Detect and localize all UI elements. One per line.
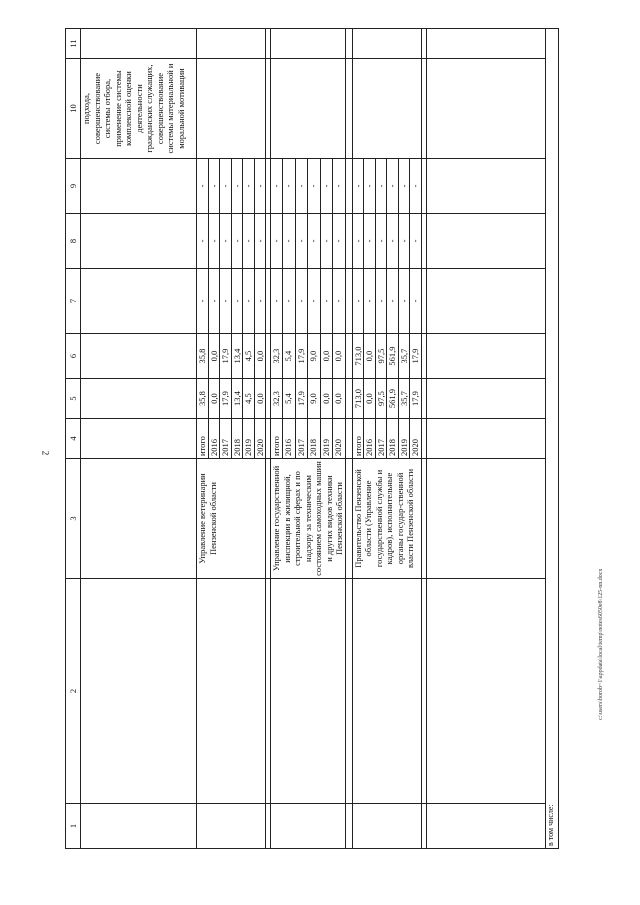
cell-c8: - (208, 214, 220, 269)
cell-c5: 17,9 (220, 379, 232, 419)
bottom-cell-7 (426, 269, 545, 334)
cell-c8: - (398, 214, 410, 269)
cell-c6: 0,0 (333, 334, 345, 379)
cell-year: 2019 (320, 419, 332, 459)
spacer-cell (345, 379, 352, 419)
bottom-cell-1 (426, 804, 545, 849)
cell-c7: - (271, 269, 283, 334)
spacer-cell (345, 459, 352, 579)
cell-c8: - (220, 214, 232, 269)
cell-year: 2016 (208, 419, 220, 459)
organization-name: Управление государственной инспекции в жилищной, строительной сферах и по надзору за техническим состоянием самоходных машин и других видов техники Пензенской области (271, 459, 346, 579)
cell-c8: - (271, 214, 283, 269)
intro-cell-3 (81, 459, 197, 579)
column-header-8: 8 (66, 214, 81, 269)
spacer-cell (345, 159, 352, 214)
cell-c8: - (410, 214, 422, 269)
cell-c8: - (243, 214, 255, 269)
cell-c6: 0,0 (208, 334, 220, 379)
cell-col10 (352, 59, 421, 159)
cell-c7: - (254, 269, 266, 334)
cell-c6: 9,0 (308, 334, 320, 379)
cell-c5: 32,3 (271, 379, 283, 419)
cell-c9: - (320, 159, 332, 214)
cell-c8: - (333, 214, 345, 269)
bottom-cell-2 (426, 579, 545, 804)
cell-c6: 5,4 (283, 334, 295, 379)
cell-c7: - (197, 269, 209, 334)
spacer-cell (345, 214, 352, 269)
column-header-1: 1 (66, 804, 81, 849)
cell-c6: 32,3 (271, 334, 283, 379)
cell-c7: - (333, 269, 345, 334)
cell-c7: - (295, 269, 307, 334)
program-table (65, 28, 559, 849)
column-header-9: 9 (66, 159, 81, 214)
cell-c6: 17,9 (220, 334, 232, 379)
cell-c6: 0,0 (254, 334, 266, 379)
cell-col1 (197, 804, 266, 849)
cell-year: итого (197, 419, 209, 459)
cell-year: 2020 (410, 419, 422, 459)
cell-c7: - (320, 269, 332, 334)
cell-c6: 13,4 (231, 334, 243, 379)
cell-c5: 97,5 (375, 379, 387, 419)
cell-c7: - (220, 269, 232, 334)
cell-c9: - (231, 159, 243, 214)
cell-year: 2020 (254, 419, 266, 459)
cell-c6: 0,0 (364, 334, 376, 379)
cell-col2 (271, 579, 346, 804)
in-total-label: в том числе: (545, 29, 558, 849)
cell-c6: 4,5 (243, 334, 255, 379)
cell-c6: 17,9 (410, 334, 422, 379)
cell-c7: - (410, 269, 422, 334)
column-header-11: 11 (66, 29, 81, 59)
cell-c5: 13,4 (231, 379, 243, 419)
intro-cell-8 (81, 214, 197, 269)
cell-c7: - (283, 269, 295, 334)
cell-year: итого (352, 419, 364, 459)
intro-cell-1 (81, 804, 197, 849)
cell-c5: 4,5 (243, 379, 255, 419)
cell-c5: 0,0 (208, 379, 220, 419)
cell-c6: 0,0 (320, 334, 332, 379)
cell-c7: - (375, 269, 387, 334)
cell-year: 2017 (375, 419, 387, 459)
cell-c5: 17,9 (295, 379, 307, 419)
cell-c8: - (254, 214, 266, 269)
cell-c5: 0,0 (254, 379, 266, 419)
cell-year: 2017 (220, 419, 232, 459)
cell-col1 (271, 804, 346, 849)
cell-c6: 97,5 (375, 334, 387, 379)
cell-c9: - (375, 159, 387, 214)
cell-c9: - (398, 159, 410, 214)
cell-c7: - (208, 269, 220, 334)
rotated-table-sheet (65, 29, 560, 849)
in-total-row (545, 29, 558, 849)
cell-c8: - (231, 214, 243, 269)
bottom-cell-6 (426, 334, 545, 379)
cell-c5: 0,0 (364, 379, 376, 419)
spacer-row (345, 29, 352, 849)
organization-name: Правительство Пензенской области (Управление государственной службы и кадров), исполнительные органы государ-ственной власти Пензенской области (352, 459, 421, 579)
footer-file-path: c:\users\borob~1\appdata\local\temp\notes6050e8\125-nn.docx (598, 568, 604, 720)
cell-c7: - (398, 269, 410, 334)
cell-c9: - (283, 159, 295, 214)
cell-col11 (197, 29, 266, 59)
column-header-5: 5 (66, 379, 81, 419)
column-header-7: 7 (66, 269, 81, 334)
cell-c8: - (364, 214, 376, 269)
cell-c8: - (308, 214, 320, 269)
cell-c5: 713,0 (352, 379, 364, 419)
bottom-cell-11 (426, 29, 545, 59)
cell-col11 (271, 29, 346, 59)
cell-c9: - (220, 159, 232, 214)
bottom-cell-9 (426, 159, 545, 214)
cell-year: 2018 (308, 419, 320, 459)
cell-c9: - (208, 159, 220, 214)
cell-c5: 0,0 (320, 379, 332, 419)
cell-c8: - (283, 214, 295, 269)
column-header-3: 3 (66, 459, 81, 579)
table-row (352, 29, 364, 849)
spacer-cell (345, 29, 352, 59)
organization-name: Управление ветеринарии Пензенской области (197, 459, 266, 579)
bottom-cell-8 (426, 214, 545, 269)
table-row (271, 29, 283, 849)
bottom-cell-10 (426, 59, 545, 159)
spacer-cell (345, 804, 352, 849)
cell-col10 (271, 59, 346, 159)
cell-year: 2019 (398, 419, 410, 459)
intro-row (81, 29, 197, 849)
cell-c9: - (295, 159, 307, 214)
cell-col11 (352, 29, 421, 59)
cell-c8: - (352, 214, 364, 269)
cell-c6: 561,9 (387, 334, 399, 379)
cell-year: 2018 (231, 419, 243, 459)
cell-year: 2020 (333, 419, 345, 459)
bottom-row (426, 29, 545, 849)
bottom-cell-5 (426, 379, 545, 419)
cell-year: 2016 (283, 419, 295, 459)
cell-c9: - (410, 159, 422, 214)
cell-col2 (352, 579, 421, 804)
cell-c5: 35,8 (197, 379, 209, 419)
cell-c9: - (243, 159, 255, 214)
table-row (197, 29, 209, 849)
cell-c5: 561,9 (387, 379, 399, 419)
column-header-4: 4 (66, 419, 81, 459)
spacer-cell (345, 419, 352, 459)
cell-col2 (197, 579, 266, 804)
cell-c8: - (320, 214, 332, 269)
cell-c9: - (197, 159, 209, 214)
cell-c9: - (333, 159, 345, 214)
cell-c9: - (308, 159, 320, 214)
cell-c7: - (364, 269, 376, 334)
spacer-cell (345, 579, 352, 804)
intro-cell-11 (81, 29, 197, 59)
cell-c6: 35,7 (398, 334, 410, 379)
page-number: 2 (40, 450, 51, 456)
cell-c7: - (308, 269, 320, 334)
column-header-10: 10 (66, 59, 81, 159)
cell-c7: - (352, 269, 364, 334)
cell-c5: 9,0 (308, 379, 320, 419)
intro-cell-6 (81, 334, 197, 379)
column-header-2: 2 (66, 579, 81, 804)
intro-cell-7 (81, 269, 197, 334)
spacer-cell (345, 334, 352, 379)
cell-c5: 5,4 (283, 379, 295, 419)
intro-cell-10: подхода, совершенствование системы отбора, применение системы комплексной оценки деятельности гражданских служащих, совершенствование системы материальной и моральной мотивации (81, 59, 197, 159)
cell-c9: - (364, 159, 376, 214)
cell-c9: - (387, 159, 399, 214)
column-number-row (66, 29, 81, 849)
cell-year: 2016 (364, 419, 376, 459)
cell-c7: - (387, 269, 399, 334)
cell-c7: - (243, 269, 255, 334)
cell-year: 2019 (243, 419, 255, 459)
cell-year: 2017 (295, 419, 307, 459)
intro-cell-5 (81, 379, 197, 419)
cell-year: 2018 (387, 419, 399, 459)
cell-c9: - (271, 159, 283, 214)
bottom-cell-4 (426, 419, 545, 459)
spacer-cell (345, 59, 352, 159)
cell-col10 (197, 59, 266, 159)
cell-c7: - (231, 269, 243, 334)
cell-c5: 17,9 (410, 379, 422, 419)
spacer-cell (345, 269, 352, 334)
cell-col1 (352, 804, 421, 849)
cell-year: итого (271, 419, 283, 459)
cell-c8: - (375, 214, 387, 269)
cell-c5: 0,0 (333, 379, 345, 419)
intro-cell-9 (81, 159, 197, 214)
bottom-cell-3 (426, 459, 545, 579)
cell-c8: - (197, 214, 209, 269)
cell-c8: - (387, 214, 399, 269)
cell-c6: 35,8 (197, 334, 209, 379)
cell-c5: 35,7 (398, 379, 410, 419)
column-header-6: 6 (66, 334, 81, 379)
cell-c6: 17,9 (295, 334, 307, 379)
intro-cell-4 (81, 419, 197, 459)
cell-c6: 713,0 (352, 334, 364, 379)
cell-c9: - (254, 159, 266, 214)
cell-c9: - (352, 159, 364, 214)
intro-cell-2 (81, 579, 197, 804)
cell-c8: - (295, 214, 307, 269)
